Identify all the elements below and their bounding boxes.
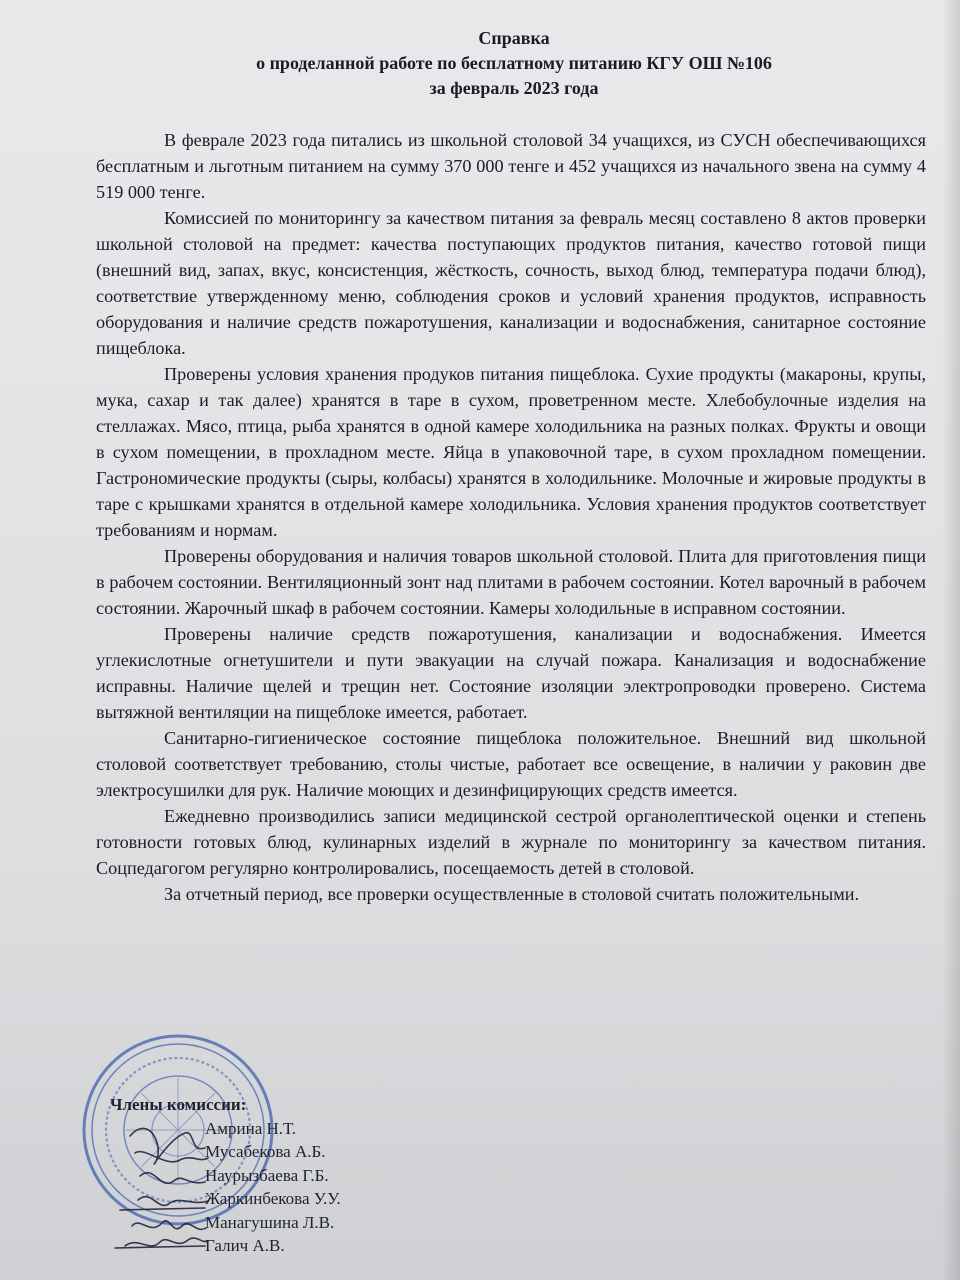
paragraph-commission-acts: Комиссией по мониторингу за качеством питания за февраль месяц составлено 8 актов проверки школьной столовой на предмет: качества поступающих продуктов питания, качество готовой пищи (внешний вид, запах, вкус, консистенция, жёсткость, сочность, выход блюд, температура подачи блюд), соответствие утвержденному меню, соблюдения сроков и условий хранения продуктов, исправность оборудования и наличие средств пожаротушения, канализации и водоснабжения, санитарное состояние пищеблока. — [96, 208, 926, 358]
document-period: за февраль 2023 года — [429, 78, 599, 98]
commission-member: Амрина Н.Т. — [205, 1118, 296, 1138]
document-title: Справка — [478, 28, 550, 48]
commission-member: Мусабекова А.Б. — [205, 1142, 326, 1161]
commission-member: Манагушина Л.В. — [205, 1212, 335, 1232]
document-body — [96, 127, 926, 907]
paragraph-equipment: Проверены оборудования и наличия товаров школьной столовой. Плита для приготовления пищи в рабочем состоянии. Вентиляционный зонт над плитами в рабочем состоянии. Котел варочный в рабочем состоянии. Жарочный шкаф в рабочем состоянии. Камеры холодильные в исправном состоянии. — [96, 546, 926, 618]
paragraph-daily-records: Ежедневно производились записи медицинской сестрой органолептической оценки и степень готовности готовых блюд, кулинарных изделий в журнале по мониторингу за качеством питания. Соцпедагогом регулярно контролировались, посещаемость детей в столовой. — [96, 806, 926, 878]
paragraph-storage-conditions: Проверены условия хранения продуков питания пищеблока. Сухие продукты (макароны, крупы, мука, сахар и так далее) хранятся в таре в сухом, проветренном месте. Хлебобулочные изделия на стеллажах. Мясо, птица, рыба хранятся в одной камере холодильника на разных полках. Фрукты и овощи в сухом помещении, в прохладном месте. Яйца в упаковочной таре, в сухом прохладном помещении. Гастрономические продукты (сыры, колбасы) хранятся в холодильнике. Молочные и жировые продукты в таре с крышками хранятся в отдельной камере холодильника. Условия хранения продуктов соответствует требованиям и нормам. — [96, 364, 926, 540]
document-subtitle: о проделанной работе по бесплатному питанию КГУ ОШ №106 — [256, 53, 772, 73]
paragraph-fire-safety: Проверены наличие средств пожаротушения, канализации и водоснабжения. Имеется углекислотные огнетушители и пути эвакуации на случай пожара. Канализация и водоснабжение исправны. Наличие щелей и трещин нет. Состояние изоляции электропроводки проверено. Система вытяжной вентиляции на пищеблоке имеется, работает. — [96, 624, 926, 722]
commission-member: Жаркинбекова У.У. — [205, 1189, 341, 1208]
paragraph-meals-count: В феврале 2023 года питались из школьной столовой 34 учащихся, из СУСН обеспечивающихся бесплатным и льготным питанием на сумму 370 000 тенге и 452 учащихся из начального звена на сумму 4 519 000 тенге. — [96, 130, 926, 202]
document-header — [0, 26, 960, 101]
page-edge-shadow — [942, 0, 960, 1280]
commission-label: Члены комиссии: — [110, 1095, 247, 1114]
paragraph-conclusion: За отчетный период, все проверки осуществленные в столовой считать положительными. — [164, 884, 860, 904]
commission-member: Галич А.В. — [205, 1236, 285, 1255]
signatures — [110, 1108, 310, 1258]
commission-member: Наурызбаева Г.Б. — [205, 1165, 329, 1185]
paragraph-sanitary: Санитарно-гигиеническое состояние пищеблока положительное. Внешний вид школьной столовой соответствует требованию, столы чистые, работает все освещение, в наличии у раковин две электросушилки для рук. Наличие моющих и дезинфицирующих средств имеется. — [96, 728, 926, 800]
